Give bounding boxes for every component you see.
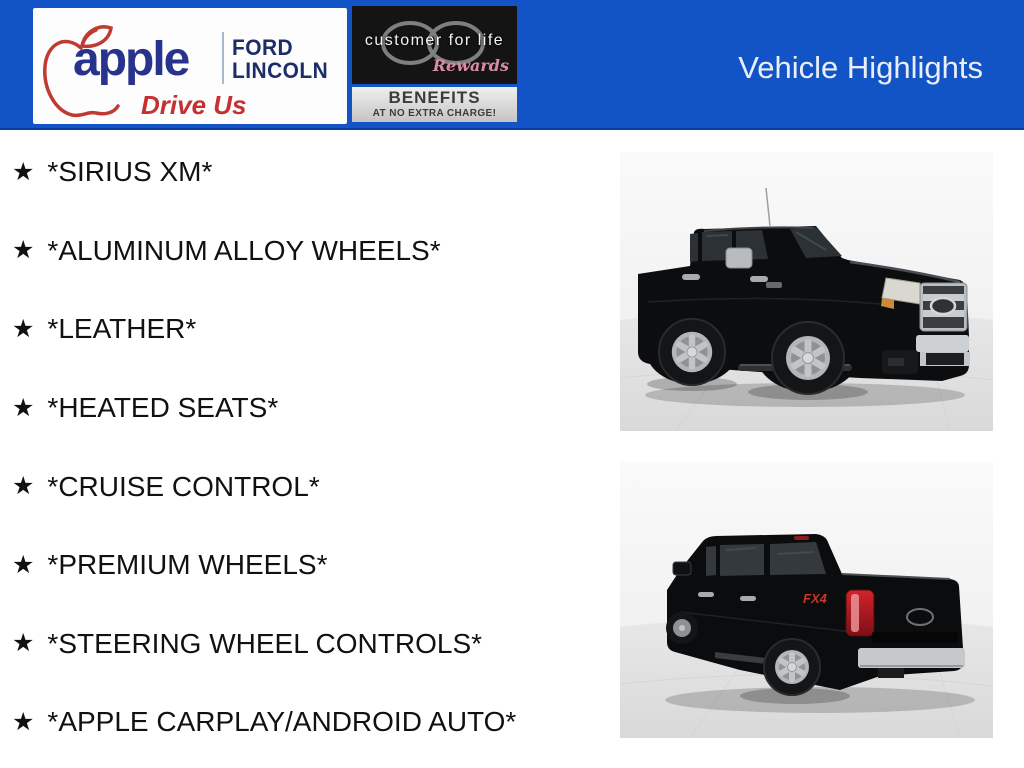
feature-label: *PREMIUM WHEELS*	[47, 549, 328, 581]
star-bullet-icon: ★	[12, 236, 35, 265]
dealer-name: apple	[73, 33, 189, 86]
feature-label: *STEERING WHEEL CONTROLS*	[47, 627, 483, 659]
benefits-badge	[352, 87, 517, 122]
page-title: Vehicle Highlights	[738, 50, 983, 85]
customer-for-life-badge	[352, 6, 517, 84]
benefits-subtext: AT NO EXTRA CHARGE!	[372, 107, 497, 119]
brand-ford: FORD	[232, 35, 294, 60]
rewards-script-text: Rewards	[432, 56, 509, 75]
logo-divider	[222, 32, 224, 84]
star-bullet-icon: ★	[12, 629, 35, 658]
feature-item	[12, 683, 608, 762]
benefits-text: BENEFITS	[388, 88, 481, 107]
feature-item	[12, 369, 608, 448]
feature-item	[12, 133, 608, 212]
star-bullet-icon: ★	[12, 707, 35, 736]
dealer-tagline: Drive Us	[141, 90, 247, 120]
feature-label: *APPLE CARPLAY/ANDROID AUTO*	[47, 706, 517, 738]
brand-lincoln: LINCOLN	[232, 58, 329, 84]
star-bullet-icon: ★	[12, 157, 35, 186]
vehicle-photo-rear	[620, 462, 993, 738]
truck-rear-illustration	[620, 462, 993, 738]
star-bullet-icon: ★	[12, 550, 35, 579]
star-bullet-icon: ★	[12, 314, 35, 343]
vehicle-features-list	[12, 133, 608, 762]
feature-item	[12, 212, 608, 291]
star-bullet-icon: ★	[12, 393, 35, 422]
truck-front-illustration	[620, 152, 993, 431]
brand-block	[232, 36, 328, 82]
feature-item	[12, 605, 608, 684]
customer-for-life-text: customer for life	[364, 32, 505, 49]
feature-label: *LEATHER*	[47, 313, 197, 345]
feature-item	[12, 290, 608, 369]
feature-label: *SIRIUS XM*	[47, 156, 213, 188]
feature-label: *ALUMINUM ALLOY WHEELS*	[47, 234, 441, 266]
dealer-logo	[33, 8, 347, 124]
header-banner	[0, 0, 1024, 130]
vehicle-photo-front	[620, 152, 993, 431]
feature-label: *HEATED SEATS*	[47, 392, 279, 424]
feature-item	[12, 526, 608, 605]
feature-label: *CRUISE CONTROL*	[47, 470, 320, 502]
feature-item	[12, 447, 608, 526]
fx4-badge: FX4	[803, 591, 827, 606]
star-bullet-icon: ★	[12, 472, 35, 501]
